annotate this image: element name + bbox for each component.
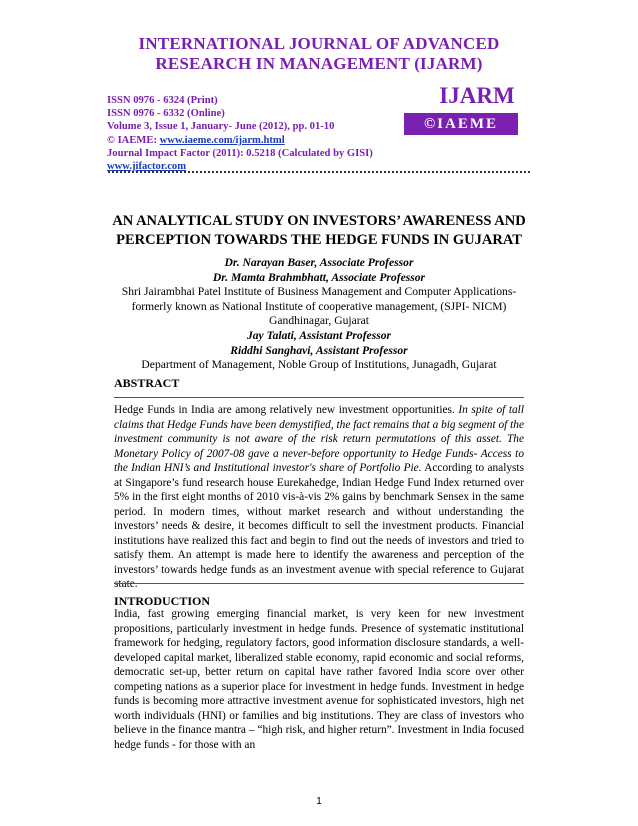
page-number: 1 [316, 796, 322, 807]
copyright-prefix: © IAEME: [107, 134, 160, 146]
affiliation-2: Department of Management, Noble Group of Institutions, Junagadh, Gujarat [141, 358, 497, 372]
volume-info: Volume 3, Issue 1, January- June (2012), pp. 01-10 [107, 121, 335, 133]
jifactor-link[interactable]: www.jifactor.com [107, 161, 187, 173]
abstract-heading: ABSTRACT [114, 376, 180, 390]
impact-factor: Journal Impact Factor (2011): 0.5218 (Calculated by GISI) [107, 147, 373, 159]
abstract-bottom-rule [114, 583, 524, 584]
author-block [106, 256, 532, 373]
author-2: Dr. Mamta Brahmbhatt, Associate Professor [212, 270, 426, 284]
paper-title-line1: AN ANALYTICAL STUDY ON INVESTORS’ AWARENESS AND [112, 213, 526, 229]
introduction-heading: INTRODUCTION [114, 594, 211, 608]
abstract-text [114, 403, 524, 592]
journal-metadata [107, 94, 407, 173]
abstract-part3: According to analysts at Singapore’s fund research house Eurekahedge, Indian Hedge Fund Index returned over 5% in the first eight months of 2010 vis-à-vis 2% gains by benchmark Sensex in the same period. In modern times, without market research and without understanding the investors’ needs & desire, it becomes difficult to sell the investment products. Financial institutions have realized this fact and begin to find out the needs of investors and tried to satisfy them. An attempt is made here to identify the awareness and perception of the investors’ towards hedge funds as an investment avenue with special reference to Gujarat state. [114, 462, 524, 590]
iaeme-link[interactable]: www.iaeme.com/ijarm.html [159, 134, 285, 146]
copyright-line [107, 134, 407, 147]
issn-online: ISSN 0976 - 6332 (Online) [107, 108, 225, 120]
author-1: Dr. Narayan Baser, Associate Professor [224, 256, 414, 269]
paper-title-line2: PERCEPTION TOWARDS THE HEDGE FUNDS IN GUJARAT [116, 232, 522, 248]
abstract-part2-italic: In spite of tall claims that Hedge Funds have been demystified, the fact remains that a big segment of the investment community is not aware of the risk return permutations of this asset. The Monetary Policy of 2007-08 gave a never-before opportunity to Hedge Funds- Access to the Indian HNI’s and Institutional investor's share of Portfolio Pie. [114, 404, 524, 474]
affiliation-1-line3: Gandhinagar, Gujarat [269, 314, 369, 328]
abstract-top-rule [114, 397, 524, 398]
issn-print: ISSN 0976 - 6324 (Print) [107, 95, 218, 106]
header-divider [108, 171, 530, 173]
paper-title [108, 212, 530, 250]
affiliation-1-line1: Shri Jairambhai Patel Institute of Business Management and Computer Applications- [121, 285, 517, 299]
author-3: Jay Talati, Assistant Professor [246, 328, 392, 342]
journal-logo-text: IJARM [439, 83, 515, 108]
journal-title-line2: RESEARCH IN MANAGEMENT (IJARM) [155, 54, 483, 73]
publisher-logo-box: ©IAEME [404, 113, 518, 135]
abstract-part1: Hedge Funds in India are among relatively new investment opportunities. [114, 404, 459, 416]
journal-title-line1: INTERNATIONAL JOURNAL OF ADVANCED [138, 34, 500, 53]
introduction-text: India, fast growing emerging financial market, is very keen for new investment propositions, particularly investment in hedge funds. Presence of systematic institutional framework for hedging, regulatory factors, good information disclosure standards, a well-developed capital market, liberalized stable economy, rapid economic and social reforms, democratic set-up, better return on capital have rather favored India score over other competing nations as a superior place for investment in hedge funds. Investment in hedge funds is becoming more attractive investment avenue for sophisticated investors, high net worth individuals (HNI) or families and big institutions. They are class of investors who believe in the finance mantra – “high risk, and higher return”. Investment in India focused hedge funds - for those with an [114, 608, 524, 751]
affiliation-1-line2: formerly known as National Institute of cooperative management, (SJPI- NICM) [131, 299, 507, 313]
journal-title [0, 34, 638, 74]
author-4: Riddhi Sanghavi, Assistant Professor [230, 343, 408, 357]
